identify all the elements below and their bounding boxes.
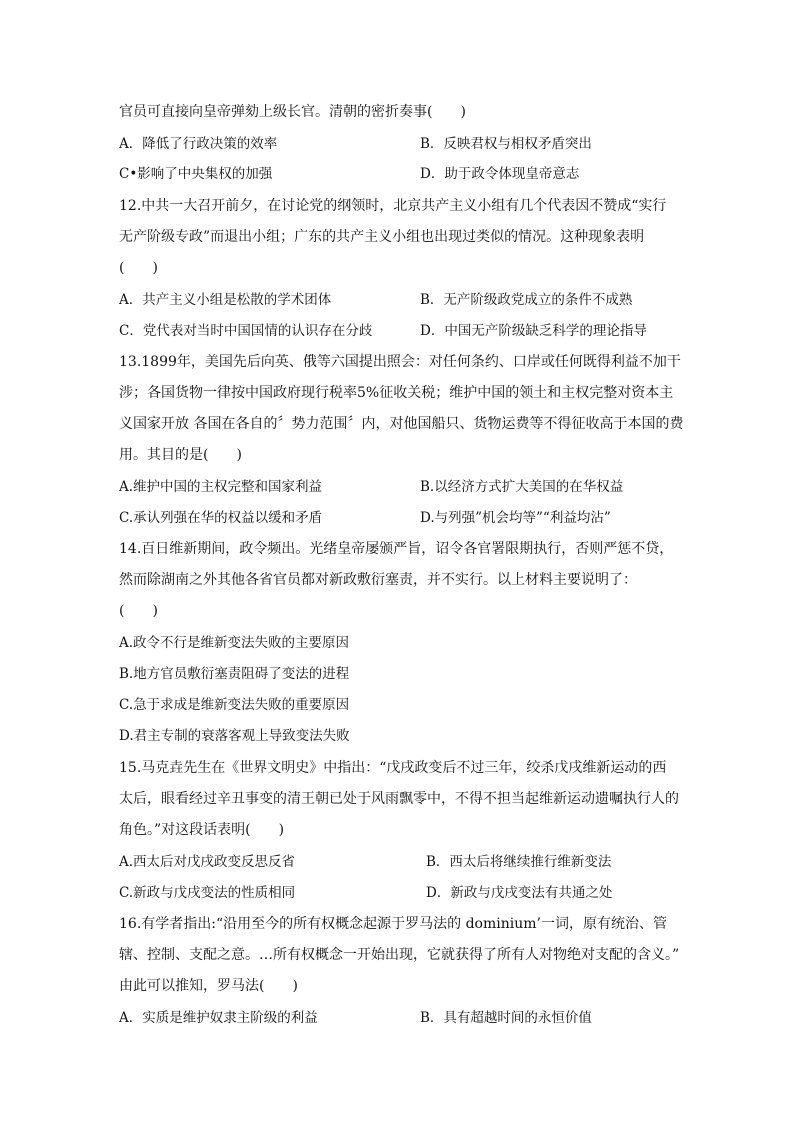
q16-stem-line-3: 由此可以推知，罗马法( ): [119, 978, 298, 994]
q16-stem-line-2: 辖、控制、支配之意。…所有权概念一开始出现，它就获得了所有人对物绝对支配的含义。”: [119, 947, 680, 963]
q12-stem-line-3: ( ): [119, 260, 158, 276]
q14-option-a[interactable]: A.政令不行是维新变法失败的主要原因: [119, 635, 350, 651]
q13-option-d[interactable]: D.与列强”机会均等”“利益均沾”: [420, 510, 611, 526]
q14-option-b[interactable]: B.地方官员敷衍塞责阻碍了变法的进程: [119, 666, 350, 682]
q15-stem-line-3: 角色。”对这段话表明( ): [119, 822, 285, 838]
q12-option-c[interactable]: C．党代表对当时中国国情的认识存在分歧: [119, 323, 373, 339]
q11-option-b[interactable]: B．反映君权与相权矛盾突出: [420, 136, 592, 152]
q16-option-b[interactable]: B．具有超越时间的永恒价值: [420, 1010, 592, 1026]
q12-option-b[interactable]: B．无产阶级政党成立的条件不成熟: [420, 292, 633, 308]
q15-stem-line-1: 15.马克垚先生在《世界文明史》中指出：“戊戌政变后不过三年，绞杀戊戌维新运动的西: [119, 760, 667, 776]
q14-option-c[interactable]: C.急于求成是维新变法失败的重要原因: [119, 697, 350, 713]
q15-option-d[interactable]: D．新政与戊戌变法有共通之处: [426, 885, 613, 901]
q16-option-a[interactable]: A．实质是维护奴隶主阶级的利益: [119, 1010, 318, 1026]
q13-option-b[interactable]: B.以经济方式扩大美国的在华权益: [420, 479, 624, 495]
q12-option-d[interactable]: D．中国无产阶级缺乏科学的理论指导: [420, 323, 647, 339]
q12-stem-line-1: 12.中共一大召开前夕，在讨论党的纲领时，北京共产主义小组有几个代表因不赞成“实行: [119, 198, 667, 214]
q15-option-a[interactable]: A.西太后对戊戌政变反思反省: [119, 854, 296, 870]
q13-option-c[interactable]: C.承认列强在华的权益以缓和矛盾: [119, 510, 323, 526]
q11-stem: 官员可直接向皇帝弹劾上级长官。清朝的密折奏事( ): [119, 104, 466, 120]
q11-option-a[interactable]: A．降低了行政决策的效率: [119, 136, 278, 152]
q13-option-a[interactable]: A.维护中国的主权完整和国家利益: [119, 479, 323, 495]
q13-stem-line-2: 涉；各国货物一律按中国政府现行税率5%征收关税；维护中国的领土和主权完整对资本主: [119, 385, 674, 401]
q12-stem-line-2: 无产阶级专政”而退出小组；广东的共产主义小组也出现过类似的情况。这种现象表明: [119, 229, 645, 245]
q15-option-c[interactable]: C.新政与戊戌变法的性质相同: [119, 885, 296, 901]
q13-stem-line-4: 用。其目的是( ): [119, 447, 242, 463]
q12-option-a[interactable]: A．共产主义小组是松散的学术团体: [119, 292, 332, 308]
q15-stem-line-2: 太后，眼看经过辛丑事变的清王朝已处于风雨飘零中，不得不担当起维新运动遗嘱执行人的: [119, 791, 679, 807]
q14-option-d[interactable]: D.君主专制的衰落客观上导致变法失败: [119, 728, 350, 744]
q15-option-b[interactable]: B．西太后将继续推行维新变法: [426, 854, 612, 870]
q11-option-c[interactable]: C•影响了中央集权的加强: [119, 166, 273, 182]
q16-stem-line-1: 16.有学者指出:“沿用至今的所有权概念起源于罗马法的 dominium’一词，原有统治、管: [119, 916, 667, 932]
q14-stem-line-2: 然而除湖南之外其他各省官员都对新政敷衍塞责，并不实行。以上材料主要说明了：: [119, 572, 637, 588]
q11-option-d[interactable]: D．助于政令体现皇帝意志: [420, 166, 580, 182]
q14-stem-line-1: 14.百日维新期间，政令频出。光绪皇帝屡颁严旨，诏令各官署限期执行，否则严惩不贷，: [119, 541, 674, 557]
q13-stem-line-3: 义国家开放 各国在各自的〞势力范围〞内，对他国船只、货物运费等不得征收高于本国的费: [119, 416, 684, 432]
q13-stem-line-1: 13.1899年，美国先后向英、俄等六国提出照会：对任何条约、口岸或任何既得利益不加干: [119, 354, 681, 370]
q14-stem-line-3: ( ): [119, 603, 158, 619]
